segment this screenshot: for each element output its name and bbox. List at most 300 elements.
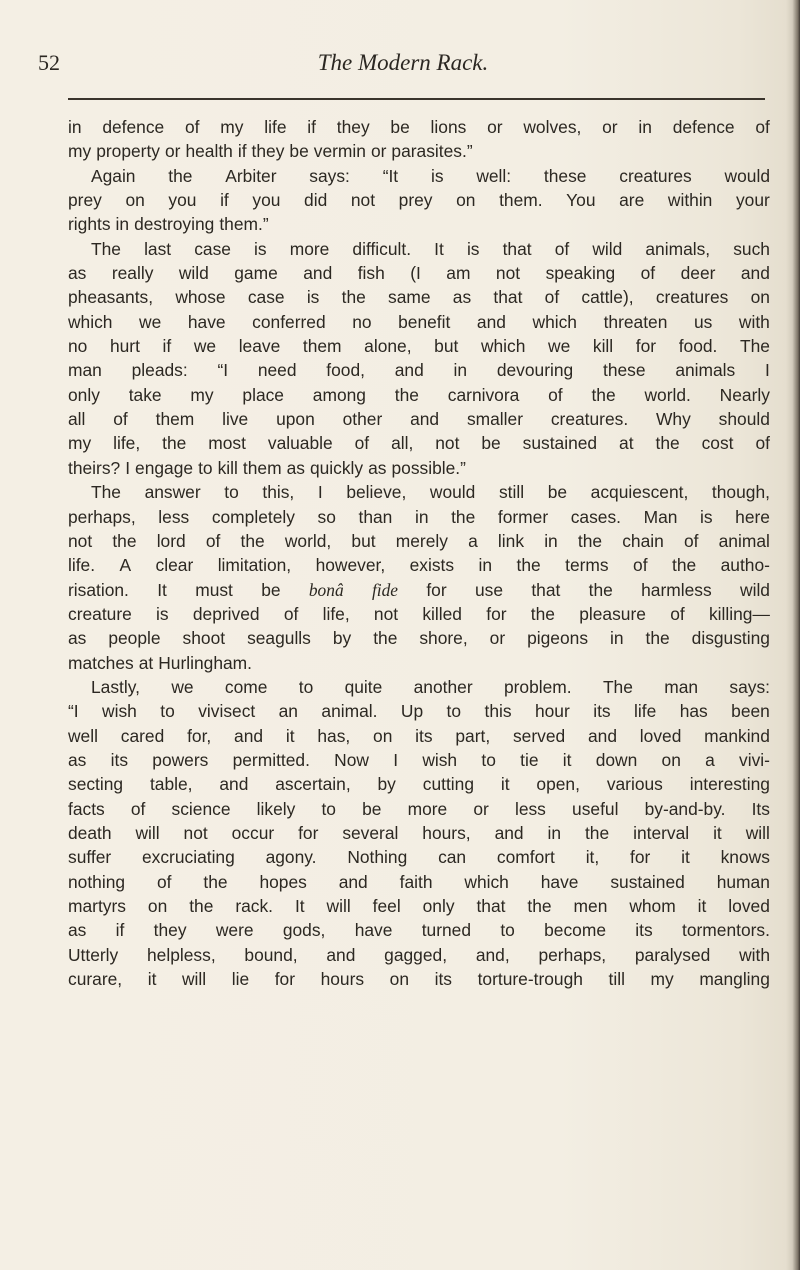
word: engage — [135, 457, 194, 478]
word: seagulls — [247, 628, 311, 649]
word: its — [635, 920, 653, 941]
word: possible.” — [391, 457, 466, 478]
word: likely — [256, 798, 296, 819]
word: is — [156, 603, 169, 624]
word: upon — [276, 409, 315, 430]
word: will — [135, 822, 160, 843]
word: in — [638, 117, 652, 137]
word: it — [681, 847, 690, 868]
word: with — [738, 311, 770, 332]
word: interesting — [689, 774, 770, 795]
word: Its — [751, 798, 770, 819]
word: in — [414, 506, 429, 527]
word: become — [544, 920, 606, 941]
word: if — [237, 141, 247, 162]
word: cost — [701, 433, 734, 454]
word: to — [500, 920, 515, 941]
word: knows — [720, 847, 770, 868]
word: has, — [317, 725, 351, 746]
word: my — [68, 141, 92, 162]
word: A — [119, 555, 132, 576]
word: pleads: — [131, 360, 188, 381]
word: health — [185, 141, 233, 162]
word: defence — [672, 117, 735, 137]
word: carnivora — [447, 384, 520, 405]
word: terms — [565, 555, 609, 576]
word: completely — [211, 506, 295, 527]
text-line — [68, 578, 770, 602]
word: for — [426, 579, 447, 600]
word: of — [633, 555, 648, 576]
text-line — [68, 748, 770, 772]
word: must — [195, 579, 233, 600]
word: that — [502, 238, 532, 259]
word: hours, — [422, 822, 471, 843]
word: it — [285, 725, 295, 746]
word: for — [630, 847, 651, 868]
word: will — [181, 969, 207, 990]
word: hours — [320, 969, 365, 990]
word: in — [115, 214, 130, 235]
word: for — [298, 822, 319, 843]
word: most — [208, 433, 246, 454]
word: turned — [421, 920, 472, 941]
word: still — [498, 482, 525, 503]
word: fish — [357, 263, 385, 284]
word: be — [547, 482, 568, 503]
word: for — [635, 336, 657, 357]
word: the — [168, 165, 193, 186]
word: cared — [120, 725, 165, 746]
word: the — [394, 384, 419, 405]
page-number: 52 — [38, 50, 60, 75]
word: to — [481, 749, 496, 770]
text-line — [68, 456, 770, 480]
word: less — [514, 798, 546, 819]
word: man — [664, 676, 699, 697]
word: and — [234, 725, 264, 746]
word: believe, — [346, 482, 407, 503]
word: life — [634, 701, 657, 722]
text-line — [68, 285, 770, 309]
word: lions — [430, 117, 467, 137]
word: loved — [728, 896, 770, 916]
word: not — [68, 530, 93, 551]
word: suffer — [68, 847, 112, 868]
text-line — [68, 431, 770, 455]
word: as — [68, 749, 87, 770]
word: Why — [656, 409, 691, 430]
word: excruciating — [141, 847, 235, 868]
word: it — [713, 822, 722, 843]
word: cases. — [570, 506, 621, 527]
word: wish — [102, 701, 137, 722]
text-line — [68, 480, 770, 504]
word: it — [147, 969, 157, 990]
word: it — [562, 749, 572, 770]
word: human — [716, 871, 770, 892]
word: theirs? — [68, 457, 121, 478]
word: on — [661, 749, 681, 770]
word: should — [718, 409, 770, 430]
word: is — [430, 165, 444, 186]
word: hopes — [259, 871, 307, 892]
word: and — [476, 311, 506, 332]
word: nothing — [68, 871, 126, 892]
word: the — [588, 579, 613, 600]
word: as — [68, 263, 87, 284]
word: and — [494, 822, 524, 843]
word: says: — [309, 165, 350, 186]
word: vermin — [313, 141, 366, 162]
text-line — [68, 894, 770, 918]
text-line — [68, 310, 770, 334]
word: by-and-by. — [644, 798, 726, 819]
word: well — [68, 725, 98, 746]
word: the — [530, 603, 555, 624]
word: merely — [395, 530, 448, 551]
word: matches — [68, 652, 134, 673]
word: problem. — [503, 676, 572, 697]
text-line — [68, 188, 770, 212]
word: it, — [585, 847, 600, 868]
word: not — [373, 603, 399, 624]
word: this, — [262, 482, 295, 503]
word: food. — [678, 336, 718, 357]
word: curare, — [68, 969, 123, 990]
text-line — [68, 845, 770, 869]
word: the — [112, 530, 137, 551]
word: wolves, — [523, 117, 582, 137]
word: at — [138, 652, 154, 673]
word: but — [351, 530, 376, 551]
word: for — [274, 969, 295, 990]
word: on — [750, 287, 770, 308]
word: if — [307, 117, 316, 137]
word: conferred — [252, 311, 326, 332]
word: pheasants, — [68, 287, 154, 308]
word: “I — [68, 701, 79, 722]
word: bound, — [244, 944, 298, 965]
word: a — [468, 530, 478, 551]
text-line — [68, 967, 770, 991]
text-line — [68, 602, 770, 626]
word: and, — [475, 944, 510, 965]
word: be — [289, 141, 309, 162]
word: The — [602, 676, 633, 697]
word: and — [740, 263, 770, 284]
word: man — [68, 360, 102, 381]
word: more — [289, 238, 330, 259]
word: wish — [422, 749, 458, 770]
word: acquiescent, — [590, 482, 689, 503]
word: them — [155, 409, 195, 430]
text-line — [68, 383, 770, 407]
word: no — [68, 336, 88, 357]
word: the — [240, 530, 265, 551]
word: smaller — [466, 409, 523, 430]
word: as — [452, 287, 472, 308]
word: is — [306, 287, 320, 308]
word: quite — [344, 676, 383, 697]
text-line — [68, 358, 770, 382]
word: the — [516, 555, 541, 576]
word: an — [278, 701, 298, 722]
word: alone, — [364, 336, 412, 357]
word: to — [321, 798, 336, 819]
word: difficult. — [352, 238, 412, 259]
word: death — [68, 822, 112, 843]
word: disgusting — [691, 628, 770, 649]
word: that — [476, 896, 506, 916]
word: other — [342, 409, 383, 430]
word: be — [362, 798, 382, 819]
word: here — [735, 506, 770, 527]
word: facts — [68, 798, 105, 819]
word: I — [765, 360, 770, 381]
word: of — [554, 238, 570, 259]
header-rule — [68, 98, 765, 100]
word: come — [224, 676, 268, 697]
word: the — [584, 822, 610, 843]
word: paralysed — [634, 944, 711, 965]
word: vivisect — [198, 701, 256, 722]
word: on — [147, 896, 168, 916]
word: its — [593, 701, 611, 722]
word: if — [162, 336, 172, 357]
word: (I — [410, 263, 421, 284]
word: “It — [382, 165, 399, 186]
word: deer — [680, 263, 716, 284]
word: the — [655, 433, 680, 454]
word: them.” — [219, 214, 269, 235]
word: though, — [711, 482, 770, 503]
text-line — [68, 212, 770, 236]
word: prey — [398, 190, 433, 211]
word: the — [591, 384, 616, 405]
word: of — [670, 603, 685, 624]
word: autho- — [720, 555, 770, 576]
word: would — [429, 482, 476, 503]
word: than — [358, 506, 393, 527]
word: limitation, — [217, 555, 292, 576]
word: the — [451, 506, 476, 527]
word: served — [512, 725, 566, 746]
word: well: — [476, 165, 512, 186]
word: creatures. — [550, 409, 629, 430]
word: case — [194, 238, 231, 259]
word: they — [251, 141, 285, 162]
word: in — [547, 822, 562, 843]
text-line — [68, 675, 770, 699]
word: life, — [322, 603, 350, 624]
word: can — [438, 847, 467, 868]
page-header — [38, 50, 768, 84]
word: all, — [391, 433, 414, 454]
word: the — [162, 433, 187, 454]
word: helpless, — [147, 944, 216, 965]
word: and — [326, 944, 356, 965]
text-line — [68, 505, 770, 529]
word: devouring — [496, 360, 574, 381]
word: no — [352, 311, 372, 332]
word: or — [487, 117, 503, 137]
word: such — [733, 238, 770, 259]
word: parasites.” — [391, 141, 473, 162]
word: are — [619, 190, 645, 211]
word: these — [603, 360, 646, 381]
word: not — [435, 433, 460, 454]
word: or — [370, 141, 387, 162]
word: tie — [520, 749, 539, 770]
word: which — [68, 311, 113, 332]
word: Nearly — [719, 384, 770, 405]
text-line — [68, 821, 770, 845]
text-line — [68, 553, 770, 577]
word: of — [548, 384, 563, 405]
word: The — [91, 482, 121, 503]
word: however, — [315, 555, 386, 576]
word: to — [224, 482, 239, 503]
word: on — [125, 190, 145, 211]
word: creature — [68, 603, 132, 624]
word: live — [222, 409, 249, 430]
word: loved — [639, 725, 682, 746]
text-line — [68, 943, 770, 967]
word: animals — [675, 360, 736, 381]
word: if — [115, 920, 125, 941]
word: prey — [68, 190, 102, 211]
word: of — [755, 117, 770, 137]
word: or — [602, 117, 618, 137]
italic-word: bonâ — [308, 579, 344, 600]
word: lord — [156, 530, 186, 551]
word: powers — [152, 749, 209, 770]
text-line — [68, 699, 770, 723]
word: various — [606, 774, 663, 795]
word: of — [683, 530, 699, 551]
word: its — [110, 749, 129, 770]
word: till — [608, 969, 625, 990]
text-line — [68, 870, 770, 894]
word: for, — [187, 725, 212, 746]
word: if — [220, 190, 229, 211]
word: creatures — [655, 287, 729, 308]
word: pigeons — [527, 628, 589, 649]
word: did — [304, 190, 328, 211]
word: same — [388, 287, 431, 308]
word: Utterly — [68, 944, 119, 965]
word: quickly — [309, 457, 364, 478]
word: wild — [178, 263, 209, 284]
word: which — [480, 336, 526, 357]
word: clear — [155, 555, 194, 576]
word: Hurlingham. — [158, 652, 253, 673]
word: benefit — [398, 311, 451, 332]
word: It — [434, 238, 444, 259]
word: of — [156, 871, 172, 892]
word: comfort — [496, 847, 555, 868]
word: which — [532, 311, 577, 332]
word: will — [326, 896, 351, 916]
body-text — [68, 115, 770, 991]
word: we — [171, 676, 194, 697]
word: my — [650, 969, 674, 990]
word: were — [215, 920, 254, 941]
running-title: The Modern Rack. — [317, 50, 489, 75]
word: of — [130, 798, 146, 819]
word: I — [393, 749, 399, 770]
word: is — [700, 506, 713, 527]
word: life — [264, 117, 287, 137]
word: to — [198, 457, 213, 478]
word: speaking — [545, 263, 616, 284]
word: but — [434, 336, 459, 357]
word: faith — [399, 871, 433, 892]
word: the — [577, 530, 603, 551]
word: sustained — [522, 433, 598, 454]
word: The — [739, 336, 770, 357]
word: The — [91, 238, 121, 259]
word: wild — [592, 238, 623, 259]
word: world. — [644, 384, 691, 405]
word: risation. — [68, 579, 129, 600]
word: of — [755, 433, 770, 454]
word: your — [735, 190, 770, 211]
word: Nothing — [347, 847, 408, 868]
word: of — [544, 287, 560, 308]
word: of — [185, 117, 200, 137]
word: as — [286, 457, 305, 478]
word: whom — [629, 896, 676, 916]
word: or — [489, 628, 506, 649]
word: rights — [68, 214, 111, 235]
word: them. — [499, 190, 543, 211]
word: only — [422, 896, 455, 916]
word: not — [183, 822, 208, 843]
word: at — [619, 433, 634, 454]
word: on — [373, 725, 393, 746]
word: it — [697, 896, 707, 916]
word: we — [548, 336, 571, 357]
word: by — [332, 628, 352, 649]
word: It — [294, 896, 305, 916]
word: as — [68, 628, 87, 649]
word: science — [171, 798, 231, 819]
word: link — [497, 530, 525, 551]
word: by — [377, 774, 396, 795]
word: of — [283, 603, 299, 624]
text-line — [68, 724, 770, 748]
word: these — [543, 165, 587, 186]
word: secting — [68, 774, 124, 795]
word: in — [453, 360, 468, 381]
word: in — [609, 628, 624, 649]
word: sustained — [610, 871, 685, 892]
text-line — [68, 237, 770, 261]
word: to — [160, 701, 175, 722]
word: and — [219, 774, 249, 795]
word: that — [493, 287, 523, 308]
word: the — [203, 871, 228, 892]
word: as — [368, 457, 387, 478]
word: use — [474, 579, 503, 600]
word: have — [540, 871, 579, 892]
text-line — [68, 164, 770, 188]
word: in — [544, 530, 558, 551]
word: among — [312, 384, 366, 405]
word: in — [478, 555, 493, 576]
